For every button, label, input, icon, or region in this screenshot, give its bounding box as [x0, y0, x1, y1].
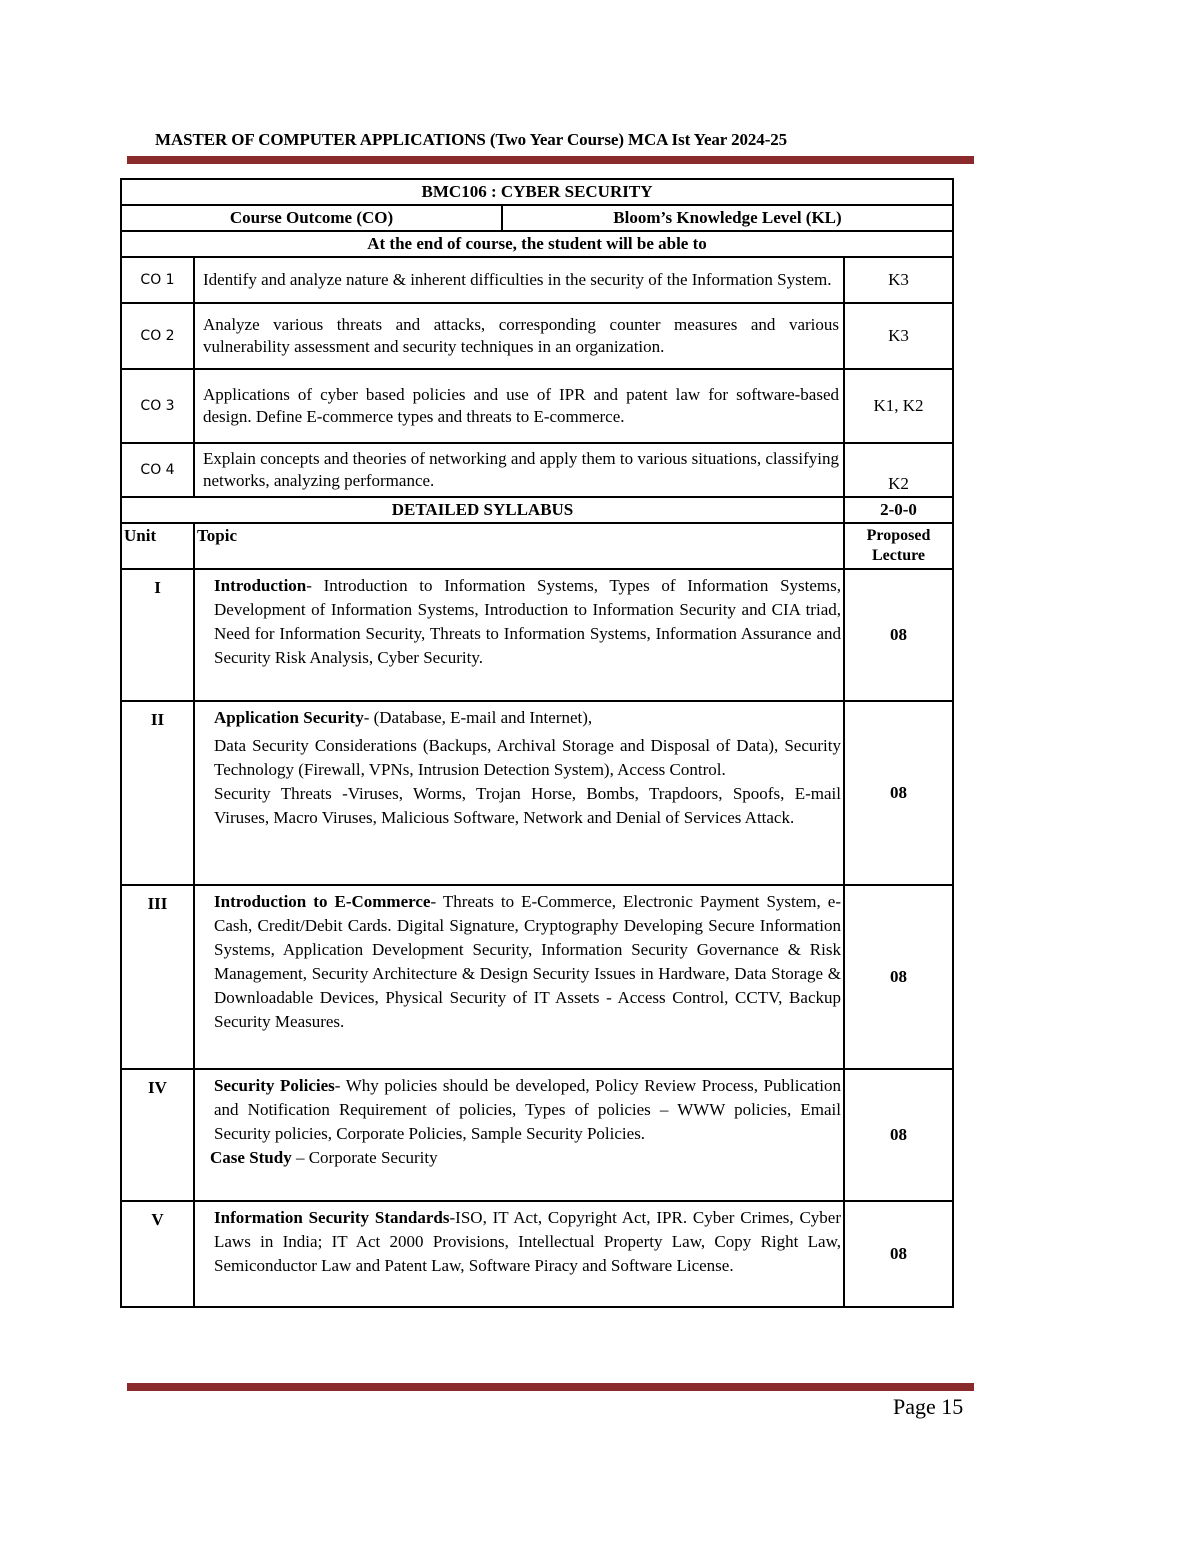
- co-header: Course Outcome (CO): [121, 205, 502, 231]
- co-text: Explain concepts and theories of networking and apply them to various situations, classifying networks, analyzing performance.: [194, 443, 844, 497]
- co-kl: K3: [844, 257, 953, 303]
- co-id: CO 3: [121, 369, 194, 443]
- co-row: [121, 443, 953, 497]
- ltp-value: 2-0-0: [844, 497, 953, 523]
- page-number: Page 15: [893, 1394, 964, 1419]
- case-study-text: – Corporate Security: [291, 1148, 438, 1167]
- unit-heading: Introduction: [214, 576, 307, 595]
- unit-row: [121, 885, 953, 1069]
- unit-topic: [194, 885, 844, 1069]
- unit-number: IV: [121, 1069, 194, 1201]
- unit-lectures: 08: [844, 885, 953, 1069]
- unit-topic: [194, 1069, 844, 1201]
- unit-body-part: Data Security Considerations (Backups, Archival Storage and Disposal of Data), Security Technology (Firewall, VPNs, Intrusion Detection System), Access Control.: [214, 736, 841, 779]
- course-title: BMC106 : CYBER SECURITY: [121, 179, 953, 205]
- unit-topic: [194, 701, 844, 885]
- unit-topic: [194, 569, 844, 701]
- unit-lectures: 08: [844, 1201, 953, 1307]
- unit-row: [121, 1069, 953, 1201]
- syllabus-table: [120, 178, 954, 1308]
- unit-heading: Introduction to E-Commerce: [214, 892, 431, 911]
- unit-body: - Introduction to Information Systems, Types of Information Systems, Development of Information Systems, Introduction to Information Security and CIA triad, Need for Information Security, Threats to Information Systems, Information Assurance and Security Risk Analysis, Cyber Security.: [214, 576, 841, 667]
- co-text: Applications of cyber based policies and use of IPR and patent law for software-based design. Define E-commerce types and threats to E-commerce.: [194, 369, 844, 443]
- co-text: Identify and analyze nature & inherent difficulties in the security of the Information System.: [194, 257, 844, 303]
- unit-heading: Information Security Standards: [214, 1208, 450, 1227]
- co-kl: K3: [844, 303, 953, 369]
- unit-lectures: 08: [844, 1069, 953, 1201]
- co-text: Analyze various threats and attacks, corresponding counter measures and various vulnerability assessment and security techniques in an organization.: [194, 303, 844, 369]
- unit-body: - (Database, E-mail and Internet),: [363, 708, 593, 727]
- co-id: CO 4: [121, 443, 194, 497]
- unit-body-part: Security Threats -Viruses, Worms, Trojan Horse, Bombs, Trapdoors, Spoofs, E-mail Viruses, Macro Viruses, Malicious Software, Network and Denial of Services Attack.: [214, 784, 841, 827]
- kl-header: Bloom’s Knowledge Level (KL): [502, 205, 953, 231]
- unit-body: - Why policies should be developed, Policy Review Process, Publication and Notification Requirement of policies, Types of policies – WWW policies, Email Security policies, Corporate Policies, Sample Security Policies.: [214, 1076, 841, 1143]
- unit-lectures: 08: [844, 701, 953, 885]
- unit-heading: Application Security: [214, 708, 364, 727]
- unit-lectures: 08: [844, 569, 953, 701]
- co-row: [121, 257, 953, 303]
- unit-row: [121, 701, 953, 885]
- col-unit-header: Unit: [121, 523, 194, 569]
- case-study-label: Case Study: [210, 1148, 292, 1167]
- co-row: [121, 303, 953, 369]
- syllabus-title: DETAILED SYLLABUS: [121, 497, 844, 523]
- unit-heading: Security Policies: [214, 1076, 335, 1095]
- unit-number: III: [121, 885, 194, 1069]
- co-id: CO 1: [121, 257, 194, 303]
- unit-row: [121, 1201, 953, 1307]
- unit-body: - Threats to E-Commerce, Electronic Payment System, e-Cash, Credit/Debit Cards. Digital Signature, Cryptography Developing Secure Information Systems, Application Development Security, Information Security Governance & Risk Management, Security Architecture & Design Security Issues in Hardware, Data Storage & Downloadable Devices, Physical Security of IT Assets - Access Control, CCTV, Backup Security Measures.: [214, 892, 841, 1031]
- unit-body: -ISO, IT Act, Copyright Act, IPR. Cyber Crimes, Cyber Laws in India; IT Act 2000 Provisions, Intellectual Property Law, Copy Right Law, Semiconductor Law and Patent Law, Software Piracy and Software License.: [214, 1208, 841, 1275]
- unit-row: [121, 569, 953, 701]
- unit-number: II: [121, 701, 194, 885]
- col-topic-header: Topic: [194, 523, 844, 569]
- co-kl: K1, K2: [844, 369, 953, 443]
- unit-number: I: [121, 569, 194, 701]
- unit-number: V: [121, 1201, 194, 1307]
- footer-rule: [127, 1383, 974, 1391]
- col-lecture-header: Proposed Lecture: [844, 523, 953, 569]
- co-intro: At the end of course, the student will be able to: [121, 231, 953, 257]
- header-rule: [127, 156, 974, 164]
- co-row: [121, 369, 953, 443]
- page-header-title: MASTER OF COMPUTER APPLICATIONS (Two Year Course) MCA Ist Year 2024-25: [155, 130, 788, 149]
- unit-topic: [194, 1201, 844, 1307]
- co-id: CO 2: [121, 303, 194, 369]
- co-kl: K2: [844, 443, 953, 497]
